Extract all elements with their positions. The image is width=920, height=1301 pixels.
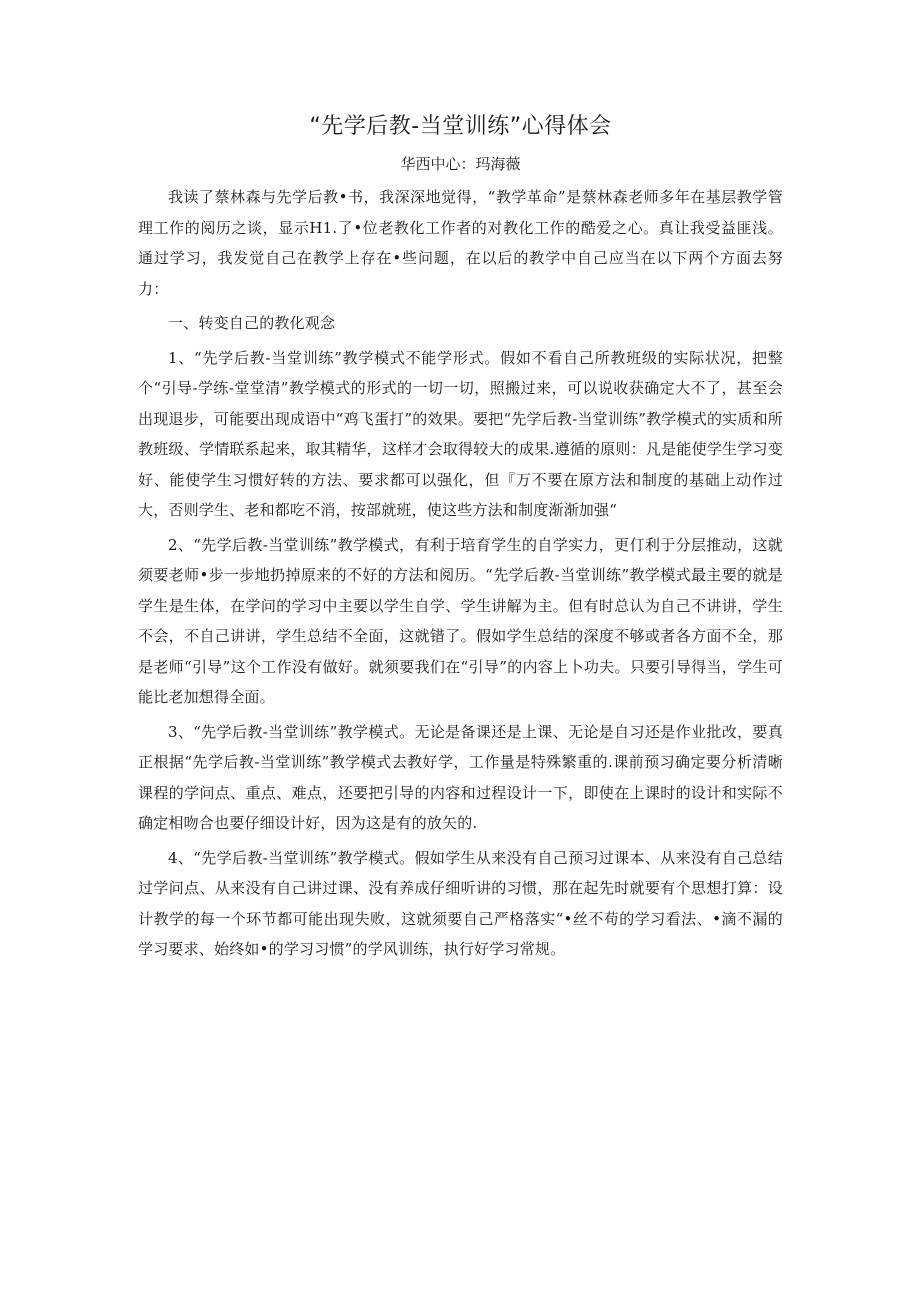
- intro-paragraph: 我读了蔡林森与先学后教•书，我深深地觉得，“教学革命”是蔡林森老师多年在基层教学管理工作的阅历之谈，显示H1.了•位老教化工作者的对教化工作的酷爱之心。真让我受益匪浅。通过学习，我发觉自己在教学上存在•些问题，在以后的教学中自己应当在以下两个方面去努力：: [138, 188, 783, 298]
- document-page: [138, 112, 783, 965]
- author-line: 华西中心：玛海薇: [400, 155, 521, 173]
- document-body: [138, 182, 783, 965]
- paragraph-point-1: 1、“先学后教-当堂训练”教学模式不能学形式。假如不看自己所教班级的实际状况，把整个“引导-学练-堂堂清”教学模式的形式的一切一切，照搬过来，可以说收获确定大不了，甚至会出现退步，可能要出现成语中“鸡飞蛋打”的效果。要把“先学后教-当堂训练”教学模式的实质和所教班级、学情联系起来，取其精华，这样才会取得较大的成果.遵循的原则：凡是能使学生学习变好、能使学生习惯好转的方法、要求都可以强化，但『万不要在原方法和制度的基础上动作过大，否则学生、老和都吃不消，按部就班，使这些方法和制度渐渐加强“: [138, 348, 783, 519]
- paragraph-point-4: 4、“先学后教-当堂训练”教学模式。假如学生从来没有自己预习过课本、从来没有自己总结过学问点、从来没有自己讲过课、没有养成仔细听讲的习惯，那在起先时就要有个思想打算：设计教学的每一个环节都可能出现失败，这就须要自己严格落实“•丝不苟的学习看法、•滴不漏的学习要求、始终如•的学习习惯”的学风训练，执行好学习常规。: [138, 848, 783, 958]
- paragraph-point-3: 3、“先学后教-当堂训练”教学模式。无论是备课还是上课、无论是自习还是作业批改，要真正根据“先学后教-当堂训练”教学模式去教好学，工作量是特殊繁重的.课前预习确定要分析清晰课程的学问点、重点、难点，还要把引导的内容和过程设计一下，即使在上课时的设计和实际不确定相吻合也要仔细设计好，因为这是有的放矢的.: [138, 722, 783, 832]
- paragraph-point-2: 2、“先学后教-当堂训练”教学模式，有利于培育学生的自学实力，更仃利于分层推动，这就须要老师•步一步地扔掉原来的不好的方法和阅历。“先学后教-当堂训练”教学模式最主要的就是 学生是生体，在学问的学习中主要以学生自学、学生讲解为主。但有时总认为自己不讲讲，学生不会，不自己讲讲，学生总结不全面，这就错了。假如学生总结的深度不够或者各方面不全，那是老师“引导”这个工作没有做好。就须要我们在“引导”的内容上卜功夫。只要引导得当，学生可能比老加想得全面。: [138, 535, 783, 706]
- document-title: “先学后教-当堂训练”心得体会: [309, 114, 612, 139]
- section-heading: 一、转变自己的教化观念: [168, 314, 336, 332]
